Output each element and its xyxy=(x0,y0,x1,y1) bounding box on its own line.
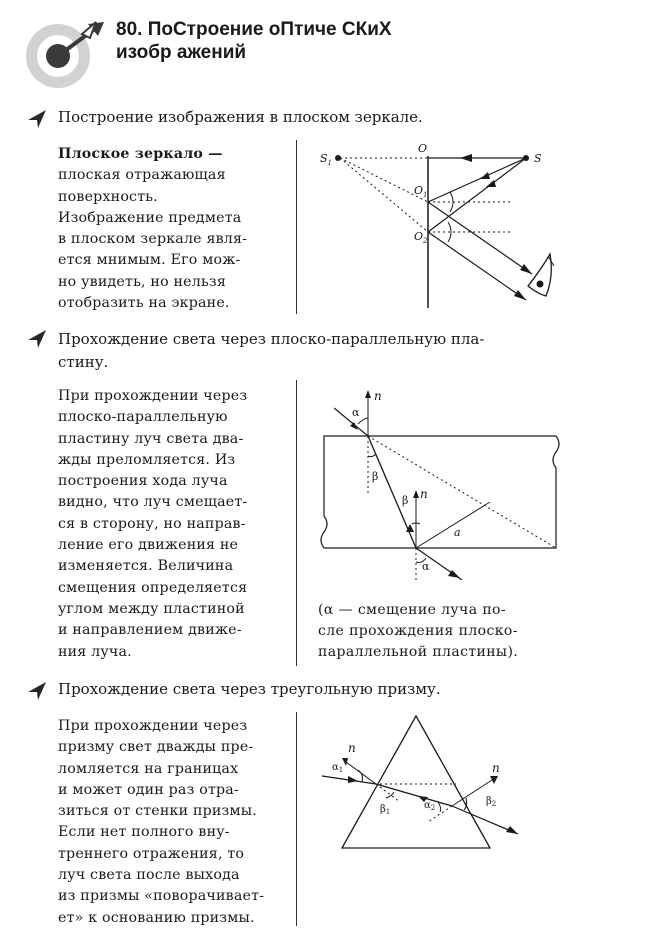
svg-text:S1 xyxy=(320,152,332,167)
body-line: ся в сторону, но направ- xyxy=(58,515,246,532)
label-beta1-sub: 1 xyxy=(385,808,391,816)
plate-caption xyxy=(318,600,518,663)
body-line: отобразить на экране. xyxy=(58,295,230,312)
body-line: ление его движения не xyxy=(58,537,239,554)
label-o2-sub: 2 xyxy=(423,237,428,245)
label-n-left: n xyxy=(348,741,356,755)
body-line: пластину луч света два- xyxy=(58,430,244,447)
label-o2: O xyxy=(414,230,424,243)
section-1-body xyxy=(58,144,247,314)
svg-text:β1 xyxy=(380,804,390,816)
label-alpha2-sub: 2 xyxy=(430,804,436,812)
label-o1: O xyxy=(414,184,424,197)
section-number: 80. xyxy=(116,19,143,40)
term-flat-mirror: Плоское зеркало — xyxy=(58,146,223,162)
label-a: a xyxy=(454,526,461,539)
body-line: углом между пластиной xyxy=(58,600,245,617)
label-alpha-top: α xyxy=(352,406,360,419)
label-beta-top: β xyxy=(372,470,379,483)
label-beta-bottom: β xyxy=(402,494,409,507)
body-line: ния луча. xyxy=(58,643,132,660)
section-1-heading: Построение изображения в плоском зеркале. xyxy=(58,108,423,126)
svg-text:α1 xyxy=(332,762,343,774)
label-s: S xyxy=(534,152,542,165)
arrow-bullet-icon xyxy=(26,680,48,702)
body-line: в плоском зеркале явля- xyxy=(58,231,248,248)
section-3-body xyxy=(58,716,264,929)
title-line-1: ПоСтроение оПтиче СКиХ xyxy=(147,19,392,40)
body-line: треннего отражения, то xyxy=(58,845,245,862)
section-2-heading xyxy=(58,328,484,374)
label-alpha-bottom: α xyxy=(422,560,430,573)
section-3-divider xyxy=(296,712,297,926)
body-line: но увидеть, но нельзя xyxy=(58,273,227,290)
body-line: При прохождении через xyxy=(58,718,248,734)
label-n-right: n xyxy=(492,761,500,775)
svg-text:β2 xyxy=(486,796,496,808)
section-1-divider xyxy=(296,140,297,314)
body-line: зиться от стенки призмы. xyxy=(58,803,257,820)
body-line: построения хода луча xyxy=(58,473,228,490)
body-line: ет» к основанию призмы. xyxy=(58,909,255,926)
plate-diagram xyxy=(314,384,564,580)
flat-mirror-diagram xyxy=(310,136,560,308)
label-o1-sub: 1 xyxy=(423,191,428,199)
label-s1: S xyxy=(320,152,328,165)
body-line: и направлением движе- xyxy=(58,622,242,639)
body-line: призму свет дважды пре- xyxy=(58,739,254,756)
svg-text:O2 xyxy=(414,230,428,245)
target-dart-icon xyxy=(22,18,110,90)
header-badge xyxy=(22,18,110,90)
label-beta1: β xyxy=(380,804,386,815)
label-alpha2: α xyxy=(424,800,431,811)
body-line: изменяется. Величина xyxy=(58,558,234,575)
label-beta2: β xyxy=(486,796,492,807)
section-3-heading: Прохождение света через треугольную призму. xyxy=(58,680,441,698)
caption-line: параллельной пластины). xyxy=(318,644,519,660)
body-line: ломляется на границах xyxy=(58,760,239,777)
plate-outline xyxy=(321,436,559,548)
arrow-bullet-icon xyxy=(26,328,48,350)
caption-line: сле прохождения плоско- xyxy=(318,623,518,639)
label-n-top: n xyxy=(374,389,382,403)
label-s1-sub: 1 xyxy=(327,159,333,167)
caption-line: (α — смещение луча по- xyxy=(318,602,507,618)
label-alpha1: α xyxy=(332,762,339,773)
body-line: и может один раз отра- xyxy=(58,781,239,798)
svg-text:α2 xyxy=(424,800,435,812)
body-line: из призмы «поворачивает- xyxy=(58,888,265,905)
body-line: плоская отражающая xyxy=(58,167,226,184)
prism-diagram xyxy=(318,712,548,852)
section-2-heading-line-2: стину. xyxy=(58,353,109,371)
body-line: луч света после выхода xyxy=(58,867,240,884)
body-line: видно, что луч смещает- xyxy=(58,494,248,511)
label-n-bottom: n xyxy=(420,487,428,501)
section-2-heading-line-1: Прохождение света через плоско-параллельную пла- xyxy=(58,330,485,348)
body-line: Изображение предмета xyxy=(58,209,242,226)
body-line: смещения определяется xyxy=(58,579,248,596)
section-2-body xyxy=(58,386,247,663)
section-2-divider xyxy=(296,380,297,666)
body-line: плоско-параллельную xyxy=(58,409,228,426)
arrow-bullet-icon xyxy=(26,108,48,130)
body-line: поверхность. xyxy=(58,188,158,205)
svg-text:O1 xyxy=(414,184,428,199)
body-line: жды преломляется. Из xyxy=(58,451,236,468)
label-beta2-sub: 2 xyxy=(491,800,497,808)
body-line: При прохождении через xyxy=(58,388,248,404)
body-line: ется мнимым. Его мож- xyxy=(58,252,241,269)
label-alpha1-sub: 1 xyxy=(338,766,344,774)
label-o: O xyxy=(418,142,428,155)
body-line: Если нет полного вну- xyxy=(58,824,230,841)
page-title xyxy=(116,18,536,64)
title-line-2: изобр ажений xyxy=(116,42,247,63)
eye-icon xyxy=(528,254,554,296)
